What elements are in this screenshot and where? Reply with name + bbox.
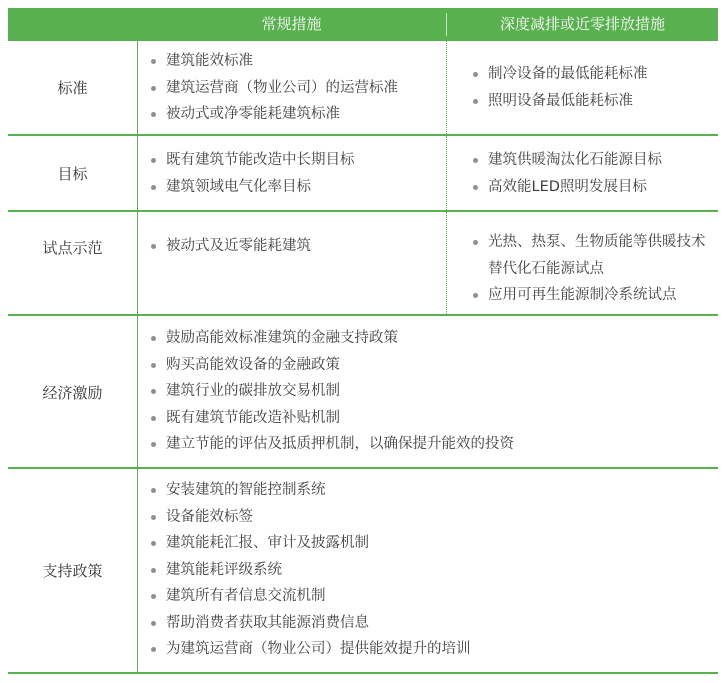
table-row-pilots [8,212,718,314]
list-item: 建筑供暖淘汰化石能源目标 [467,147,662,174]
table-row-targets [8,136,718,210]
deep-list [467,61,648,114]
list-item: 高效能LED照明发展目标 [467,174,662,201]
combined-list [145,477,471,663]
list-item: 被动式及近零能耗建筑 [145,233,311,260]
list-item: 建筑行业的碳排放交易机制 [145,378,514,405]
list-item: 既有建筑节能改造补贴机制 [145,405,514,432]
list-item: 建立节能的评估及抵质押机制，以确保提升能效的投资 [145,431,514,458]
deep-list [467,147,662,200]
row-divider [137,212,138,314]
conventional-list [145,48,398,128]
row-separator [8,672,718,674]
list-item: 既有建筑节能改造中长期目标 [145,147,355,174]
list-item: 为建筑运营商（物业公司）提供能效提升的培训 [145,636,471,663]
row-label: 目标 [57,165,88,183]
header-blank-cell [8,8,137,41]
table-row-support-policies [8,469,718,672]
list-item: 建筑运营商（物业公司）的运营标准 [145,75,398,102]
row-label: 经济激励 [42,384,103,402]
list-item: 鼓励高能效标准建筑的金融支持政策 [145,325,514,352]
row-divider [137,136,138,210]
list-item: 制冷设备的最低能耗标准 [467,61,648,88]
conventional-list [145,233,311,260]
list-item: 购买高能效设备的金融政策 [145,352,514,379]
list-item: 设备能效标签 [145,504,471,531]
row-divider [137,316,138,467]
table-header [8,8,718,41]
row-divider [137,41,138,134]
row-label: 试点示范 [42,239,103,257]
list-item: 建筑所有者信息交流机制 [145,583,471,610]
header-conventional: 常规措施 [261,15,322,33]
list-item: 建筑领域电气化率目标 [145,174,355,201]
conventional-list [145,147,355,200]
list-item: 光热、热泵、生物质能等供暖技术替代化石能源试点 [467,229,715,282]
list-item: 照明设备最低能耗标准 [467,88,648,115]
row-divider [137,469,138,672]
list-item: 建筑能效标准 [145,48,398,75]
dotted-divider [446,41,447,134]
dotted-divider [446,136,447,210]
table-row-incentives [8,316,718,467]
deep-list [467,229,715,309]
row-label: 支持政策 [42,562,103,580]
list-item: 被动式或净零能耗建筑标准 [145,101,398,128]
row-label: 标准 [57,79,88,97]
list-item: 安装建筑的智能控制系统 [145,477,471,504]
combined-list [145,325,514,458]
dotted-divider [446,212,447,314]
list-item: 帮助消费者获取其能源消费信息 [145,610,471,637]
list-item: 建筑能耗评级系统 [145,557,471,584]
list-item: 应用可再生能源制冷系统试点 [467,282,715,309]
table-row-standards [8,41,718,134]
list-item: 建筑能耗汇报、审计及披露机制 [145,530,471,557]
header-deep-reduction: 深度减排或近零排放措施 [499,15,665,33]
